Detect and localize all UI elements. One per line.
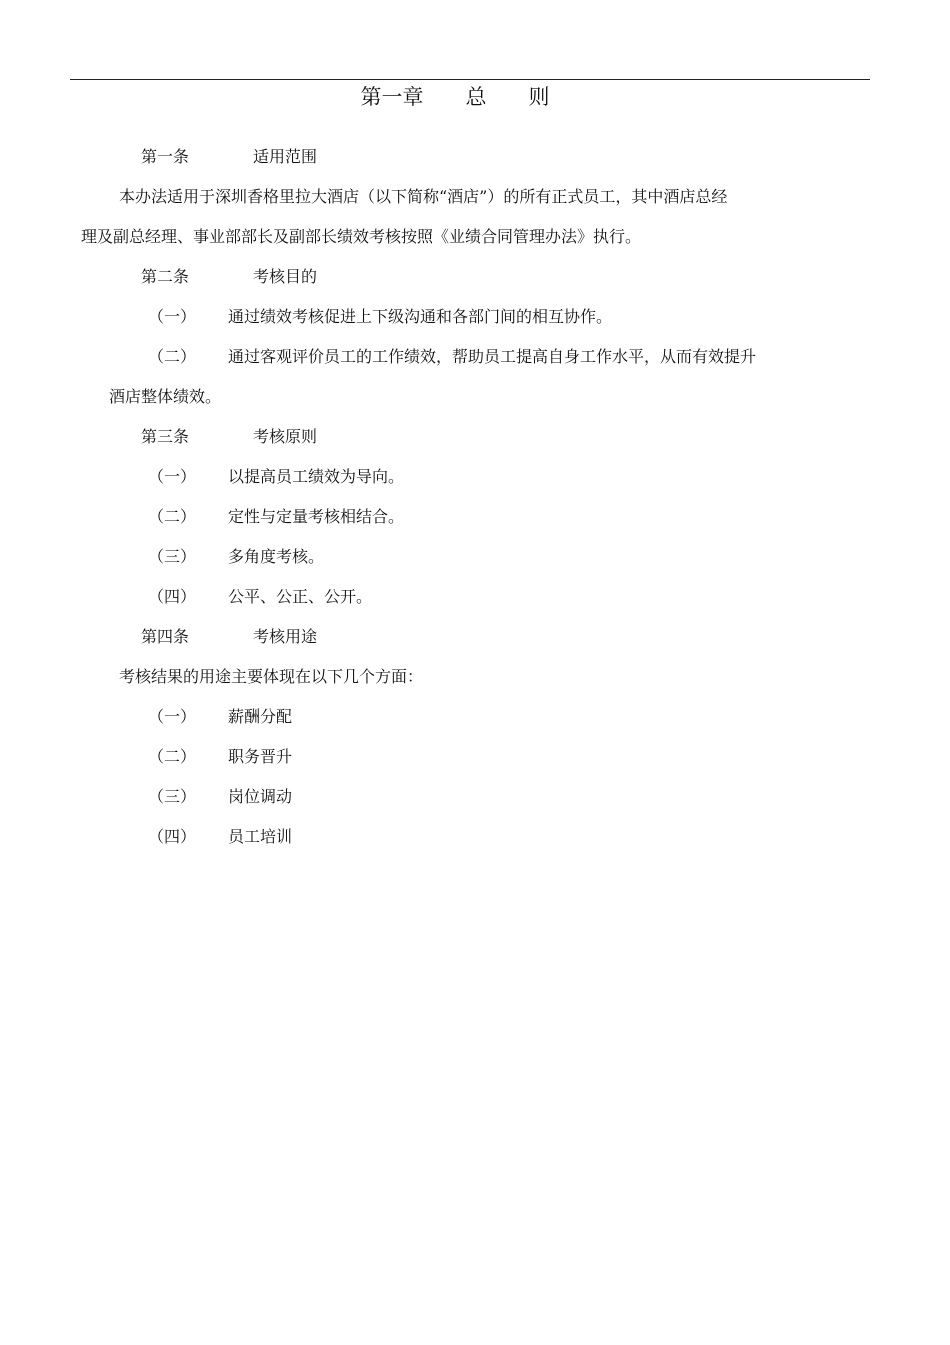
item-text: 员工培训: [228, 827, 293, 846]
item-number: （一）: [148, 707, 197, 726]
item-text: 公平、公正、公开。: [228, 587, 373, 606]
item-text: 定性与定量考核相结合。: [228, 507, 405, 526]
article-number: 第二条: [141, 267, 190, 286]
item-number: （二）: [148, 347, 197, 366]
article-number: 第三条: [141, 427, 190, 446]
article-title: 考核目的: [253, 267, 318, 286]
item-text: 岗位调动: [228, 787, 293, 806]
item-number: （一）: [148, 467, 197, 486]
article-title: 适用范围: [253, 147, 318, 166]
header-rule: [70, 79, 870, 80]
item-number: （二）: [148, 747, 197, 766]
item-text: 多角度考核。: [228, 547, 325, 566]
article-title: 考核原则: [253, 427, 318, 446]
item-number: （二）: [148, 507, 197, 526]
article-number: 第四条: [141, 627, 190, 646]
item-number: （三）: [148, 787, 197, 806]
item-text: 通过客观评价员工的工作绩效，帮助员工提高自身工作水平，从而有效提升: [228, 347, 757, 366]
article-1-body-line-2: 理及副总经理、事业部部长及副部长绩效考核按照《业绩合同管理办法》执行。: [81, 227, 642, 246]
item-number: （三）: [148, 547, 197, 566]
article-4-intro: 考核结果的用途主要体现在以下几个方面：: [119, 667, 424, 686]
article-1-body-line-1: 本办法适用于深圳香格里拉大酒店（以下简称“酒店”）的所有正式员工，其中酒店总经: [119, 187, 728, 206]
item-text: 职务晋升: [228, 747, 293, 766]
article-title: 考核用途: [253, 627, 318, 646]
item-number: （一）: [148, 307, 197, 326]
article-number: 第一条: [141, 147, 190, 166]
chapter-title: 第一章 总 则: [360, 85, 550, 109]
item-number: （四）: [148, 587, 197, 606]
item-number: （四）: [148, 827, 197, 846]
item-text: 薪酬分配: [228, 707, 293, 726]
item-text: 通过绩效考核促进上下级沟通和各部门间的相互协作。: [228, 307, 613, 326]
item-text: 以提高员工绩效为导向。: [228, 467, 405, 486]
item-continuation: 酒店整体绩效。: [109, 387, 222, 406]
